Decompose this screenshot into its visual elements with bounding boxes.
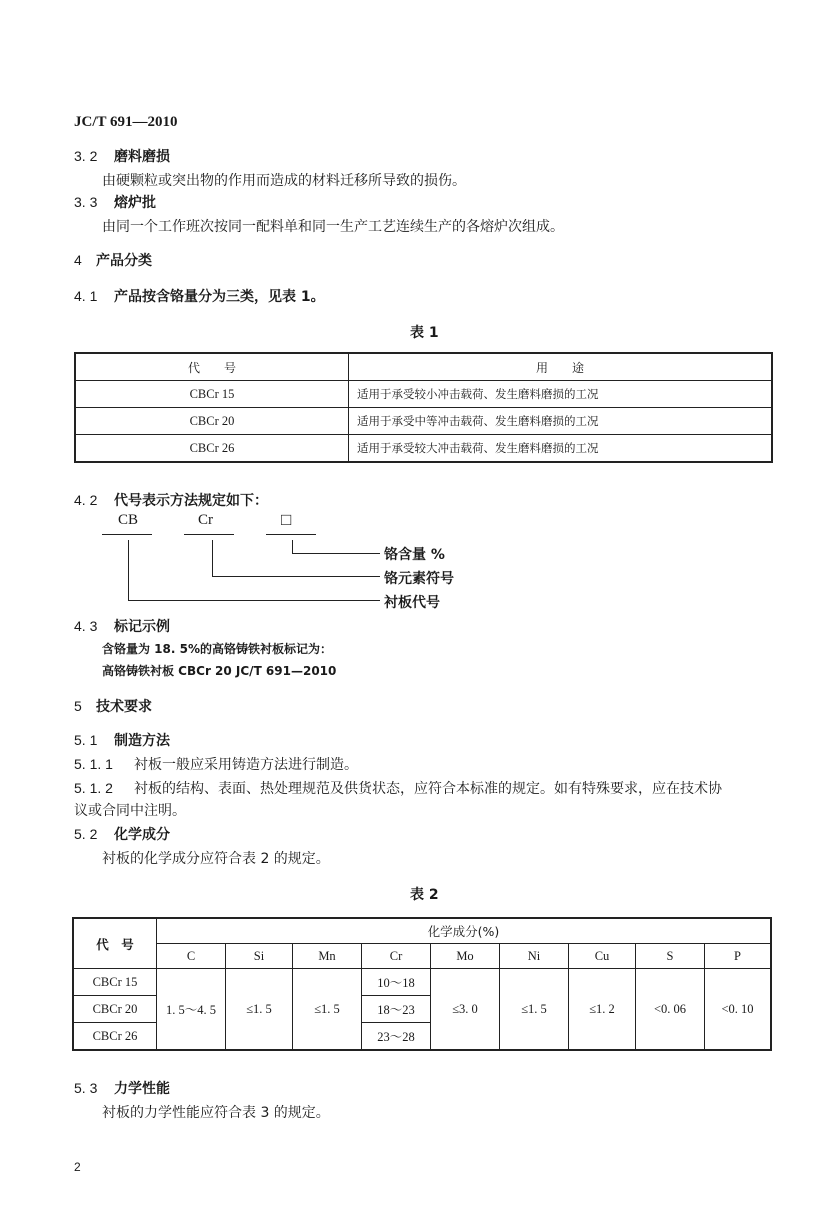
section-title: 标记示例 — [114, 619, 170, 635]
value-c: 1. 5～4. 5 — [157, 969, 226, 1051]
marking-example-line-2: 高铬铸铁衬板 CBCr 20 JC/T 691—2010 — [102, 664, 337, 678]
section-number: 5. 1 — [74, 732, 98, 748]
section-3-2-heading — [74, 146, 170, 166]
header-chemical-composition: 化学成分(%) — [157, 918, 772, 944]
section-text: 衬板一般应采用铸造方法进行制造。 — [134, 757, 358, 773]
table-header-row — [73, 944, 771, 969]
header-mn: Mn — [293, 944, 362, 969]
value-mo: ≤3. 0 — [431, 969, 500, 1051]
section-4-2 — [74, 490, 268, 510]
section-4-3-heading — [74, 616, 170, 636]
section-title: 制造方法 — [114, 733, 170, 749]
header-ni: Ni — [500, 944, 569, 969]
row-use: 适用于承受中等冲击载荷、发生磨料磨损的工况 — [349, 408, 773, 435]
table-row — [75, 408, 772, 435]
section-3-3-heading — [74, 192, 156, 212]
section-number: 4. 1 — [74, 288, 98, 304]
page-number: 2 — [74, 1160, 81, 1174]
value-ni: ≤1. 5 — [500, 969, 569, 1051]
row-code: CBCr 26 — [75, 435, 349, 463]
value-cr: 23～28 — [362, 1023, 431, 1051]
underline-box — [266, 534, 316, 535]
leader-box-horizontal — [292, 553, 380, 554]
header-code: 代 号 — [73, 918, 157, 969]
diagram-label-chromium-content: 铬含量 % — [384, 547, 445, 563]
value-si: ≤1. 5 — [226, 969, 293, 1051]
table-header-row — [73, 918, 771, 944]
diagram-label-liner-code: 衬板代号 — [384, 595, 440, 611]
table-row — [75, 435, 772, 463]
section-4-heading — [74, 250, 152, 270]
row-code: CBCr 20 — [75, 408, 349, 435]
marking-example-line-1: 含铬量为 18. 5%的高铬铸铁衬板标记为： — [102, 642, 332, 656]
section-4-1 — [74, 286, 325, 306]
header-p: P — [705, 944, 772, 969]
section-text: 衬板的结构、表面、热处理规范及供货状态，应符合本标准的规定。如有特殊要求，应在技术协 — [134, 781, 722, 797]
section-5-3-text: 衬板的力学性能应符合表 3 的规定。 — [102, 1105, 330, 1121]
leader-cb-vertical — [128, 540, 129, 601]
section-title: 熔炉批 — [114, 195, 156, 211]
diagram-box: □ — [281, 510, 292, 529]
section-number: 5. 2 — [74, 826, 98, 842]
section-5-1-heading — [74, 730, 170, 750]
section-5-heading — [74, 696, 152, 716]
section-5-1-2-continued: 议或合同中注明。 — [74, 803, 186, 819]
section-5-1-1 — [74, 754, 358, 774]
section-title: 磨料磨损 — [114, 149, 170, 165]
section-title: 技术要求 — [96, 699, 152, 715]
section-5-2-text: 衬板的化学成分应符合表 2 的规定。 — [102, 851, 330, 867]
value-p: <0. 10 — [705, 969, 772, 1051]
header-cu: Cu — [569, 944, 636, 969]
section-number: 4 — [74, 252, 82, 268]
section-title: 化学成分 — [114, 827, 170, 843]
header-mo: Mo — [431, 944, 500, 969]
section-text: 产品按含铬量分为三类，见表 1。 — [114, 289, 325, 305]
table-row — [75, 381, 772, 408]
table-2 — [72, 917, 772, 1051]
section-5-2-heading — [74, 824, 170, 844]
section-number: 3. 3 — [74, 194, 98, 210]
table-2-caption: 表 2 — [410, 887, 439, 903]
row-use: 适用于承受较小冲击载荷、发生磨料磨损的工况 — [349, 381, 773, 408]
section-3-3-text: 由同一个工作班次按同一配料单和同一生产工艺连续生产的各熔炉次组成。 — [102, 219, 564, 235]
underline-cr — [184, 534, 234, 535]
header-cr: Cr — [362, 944, 431, 969]
row-use: 适用于承受较大冲击载荷、发生磨料磨损的工况 — [349, 435, 773, 463]
row-code: CBCr 26 — [73, 1023, 157, 1051]
table-1-caption: 表 1 — [410, 325, 439, 341]
section-title: 产品分类 — [96, 253, 152, 269]
header-c: C — [157, 944, 226, 969]
value-mn: ≤1. 5 — [293, 969, 362, 1051]
header-use: 用 途 — [349, 353, 773, 381]
leader-cr-vertical — [212, 540, 213, 577]
section-text: 代号表示方法规定如下： — [114, 493, 268, 509]
diagram-label-chromium-symbol: 铬元素符号 — [384, 571, 454, 587]
value-cu: ≤1. 2 — [569, 969, 636, 1051]
leader-cr-horizontal — [212, 576, 380, 577]
header-s: S — [636, 944, 705, 969]
section-number: 3. 2 — [74, 148, 98, 164]
row-code: CBCr 20 — [73, 996, 157, 1023]
standard-number: JC/T 691—2010 — [74, 114, 178, 130]
diagram-part-cr: Cr — [198, 512, 213, 528]
section-5-1-2 — [74, 778, 722, 798]
section-5-3-heading — [74, 1078, 170, 1098]
table-header-row — [75, 353, 772, 381]
section-number: 5. 1. 2 — [74, 780, 113, 796]
diagram-part-cb: CB — [118, 512, 139, 528]
section-number: 5. 1. 1 — [74, 756, 113, 772]
leader-cb-horizontal — [128, 600, 380, 601]
underline-cb — [102, 534, 152, 535]
value-s: <0. 06 — [636, 969, 705, 1051]
value-cr: 18～23 — [362, 996, 431, 1023]
leader-box-vertical — [292, 540, 293, 554]
header-code: 代 号 — [75, 353, 349, 381]
section-number: 4. 2 — [74, 492, 98, 508]
section-number: 4. 3 — [74, 618, 98, 634]
section-number: 5. 3 — [74, 1080, 98, 1096]
section-title: 力学性能 — [114, 1081, 170, 1097]
table-row — [73, 969, 771, 996]
section-number: 5 — [74, 698, 82, 714]
value-cr: 10～18 — [362, 969, 431, 996]
table-1 — [74, 352, 773, 463]
row-code: CBCr 15 — [73, 969, 157, 996]
header-si: Si — [226, 944, 293, 969]
row-code: CBCr 15 — [75, 381, 349, 408]
section-3-2-text: 由硬颗粒或突出物的作用而造成的材料迁移所导致的损伤。 — [102, 173, 466, 189]
